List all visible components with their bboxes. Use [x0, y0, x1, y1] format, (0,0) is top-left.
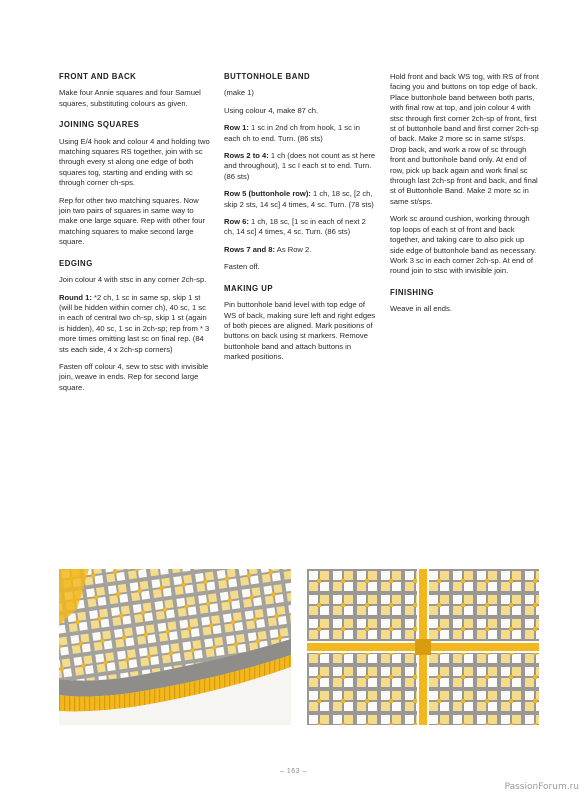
- joining-text-1: Using E/4 hook and colour 4 and holding two matching squares RS together, join with sc through every st along one edge of both squares tog, starting and ending with sc through corner ch-sps.: [59, 136, 210, 188]
- heading-finishing: FINISHING: [390, 287, 434, 297]
- heading-joining-squares: JOINING SQUARES: [59, 120, 140, 130]
- buttonhole-using: Using colour 4, make 87 ch.: [224, 105, 319, 115]
- fasten-off: Fasten off.: [224, 262, 260, 272]
- heading-making-up: MAKING UP: [224, 283, 274, 293]
- row-6-text: 1 ch, 18 sc, [1 sc in each of next 2 ch, 14 sc] 4 times, 4 sc. Turn. (86 sts): [224, 217, 366, 237]
- assembly-text-2: Work sc around cushion, working through top loops of each st of front and back together, and taking care to also pick up side edge of buttonhole band as necessary. Work 3 sc in each corner 2ch-sp. At end of round join to stsc with invisible join.: [390, 214, 537, 276]
- row-1-label: Row 1:: [224, 123, 249, 133]
- row-5-text: 1 ch, 18 sc, [2 ch, skip 2 sts, 14 sc] 4 times, 4 sc. Turn. (78 sts): [224, 189, 374, 209]
- edging-text-3: Fasten off colour 4, sew to stsc with invisible join, weave in ends. Rep for second large square.: [59, 361, 209, 392]
- round-1-label: Round 1:: [59, 292, 92, 302]
- cushion-corner-illustration: [59, 569, 291, 725]
- rows-7-8-text: As Row 2.: [275, 244, 312, 254]
- rows-7-8: [224, 245, 376, 255]
- rows-2-4: [224, 151, 376, 182]
- row-1: [224, 123, 376, 144]
- rows-7-8-label: Rows 7 and 8:: [224, 244, 276, 254]
- page-number: – 163 –: [280, 768, 307, 775]
- heading-edging: EDGING: [59, 258, 93, 268]
- row-6: [224, 217, 376, 238]
- column-3: [390, 72, 540, 322]
- round-1-text: *2 ch, 1 sc in same sp, skip 1 st (will be hidden within corner ch), 40 sc, 1 sc in each of central two ch-sp, skip 1 st (again is hidden), 40 sc, 1 sc in 2ch-sp; rep from * 3 more times omitting last sc on final rep. (84 sts each side, 4 x 2ch-sp corners): [59, 292, 210, 354]
- finishing-text: Weave in all ends.: [390, 304, 452, 314]
- assembly-text-1: Hold front and back WS tog, with RS of front facing you and buttons on top edge of back. Place buttonhole band between both parts, with final row at top, and join colour 4 with stsc through first corner 2ch-sp of front, first st of buttonhole band and first corner 2ch-sp of back. Make 2 more sc in same st/sps. Drop back, and work a row of sc through front and buttonhole band only. At end of row, pick up back again and work final sc through last 2ch-sp front and back, and final st of Buttonhole Band. Make 2 more sc in same st/sps.: [390, 72, 539, 206]
- rows-2-4-text: 1 ch (does not count as st here and throughout), 1 sc I each st to end. Turn. (86 sts): [224, 151, 376, 181]
- edging-text-1: Join colour 4 with stsc in any corner 2ch-sp.: [59, 275, 207, 285]
- edging-round-1: [59, 293, 211, 355]
- row-1-text: 1 sc in 2nd ch from hook, 1 sc in each ch to end. Turn. (86 sts): [224, 123, 360, 143]
- making-up-text: Pin buttonhole band level with top edge of WS of back, making sure left and right edges of both pieces are aligned. Mark positions of buttons on back using st markers. Remove buttonhole band and attach buttons in marked positions.: [224, 300, 376, 362]
- buttonhole-make: (make 1): [224, 88, 254, 98]
- cushion-corner-photo: [59, 569, 291, 725]
- column-1: [59, 72, 211, 400]
- mosaic-closeup-illustration: [307, 569, 539, 725]
- column-2: [224, 72, 376, 370]
- rows-2-4-label: Rows 2 to 4:: [224, 151, 269, 161]
- row-5-label: Row 5 (buttonhole row):: [224, 189, 311, 199]
- mosaic-closeup-photo: [307, 569, 539, 725]
- row-5: [224, 189, 376, 210]
- watermark: PassionForum.ru: [504, 782, 579, 792]
- row-6-label: Row 6:: [224, 217, 249, 227]
- front-back-text: Make four Annie squares and four Samuel squares, substituting colours as given.: [59, 88, 201, 108]
- heading-buttonhole-band: BUTTONHOLE BAND: [224, 72, 311, 81]
- heading-front-and-back: FRONT AND BACK: [59, 72, 137, 81]
- joining-text-2: Rep for other two matching squares. Now join two pairs of squares in same way to make one large square. Rep with other four matching squares to make second large square.: [59, 195, 206, 247]
